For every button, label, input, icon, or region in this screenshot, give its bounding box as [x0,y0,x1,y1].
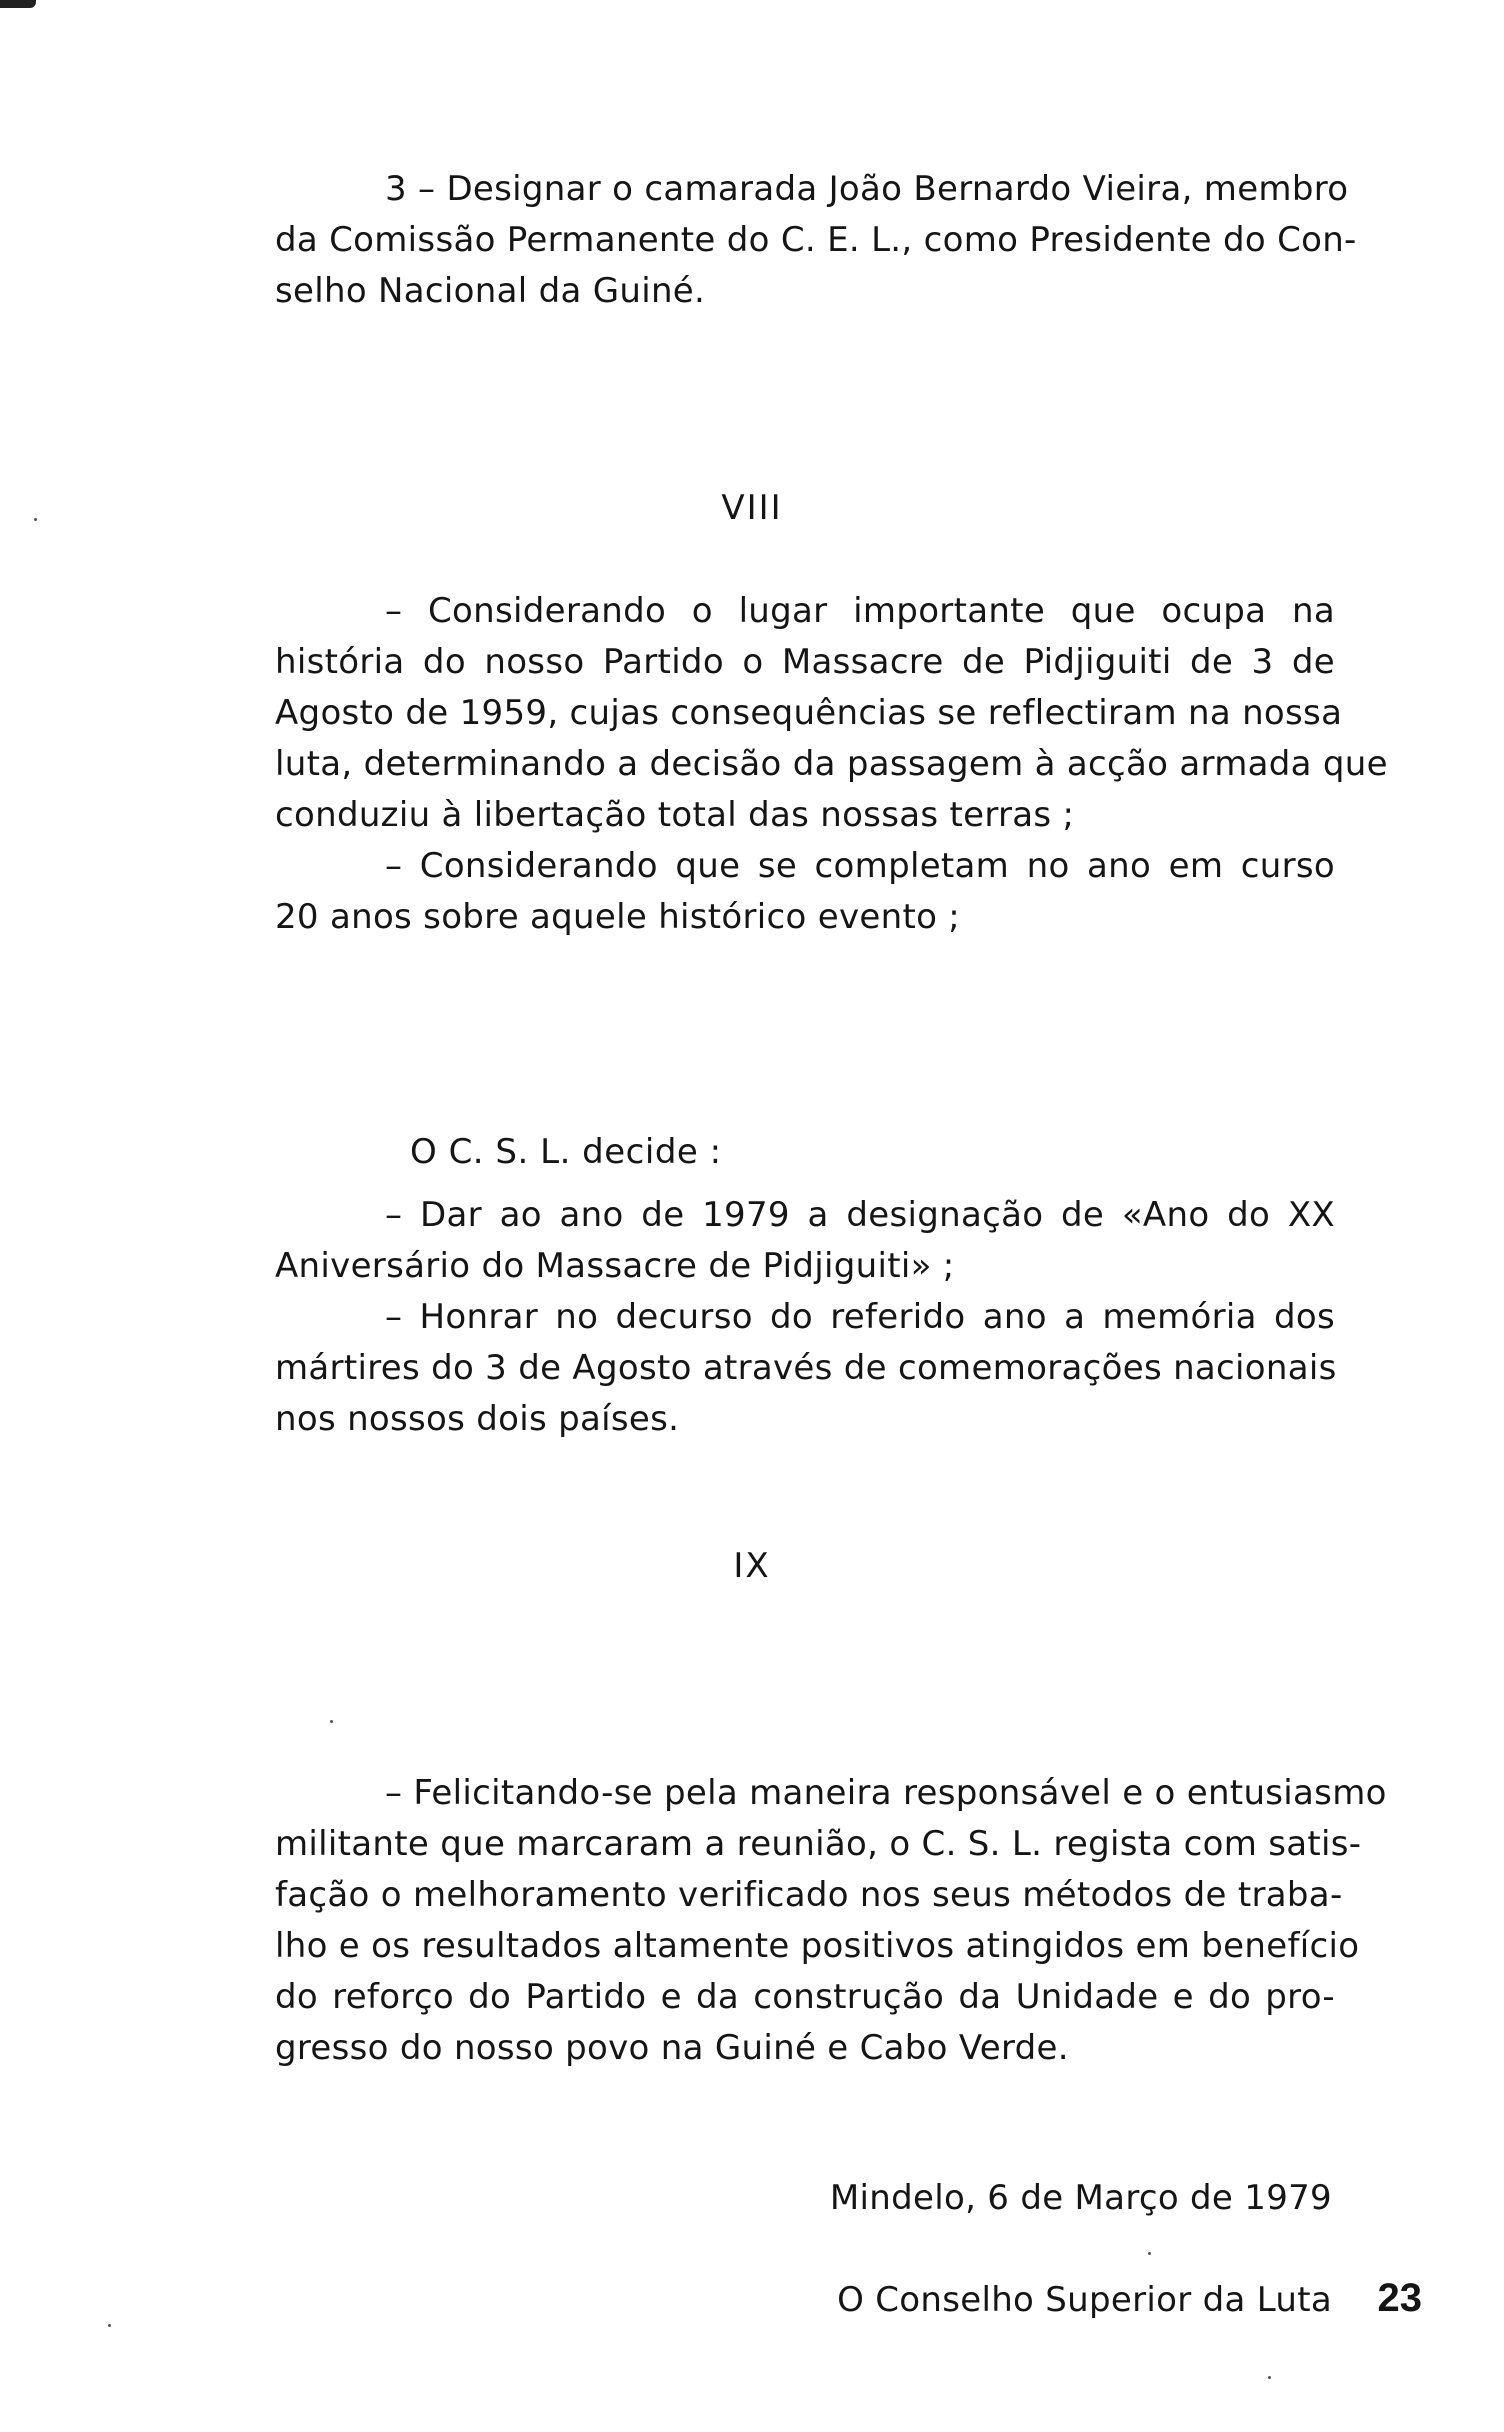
viii-line-1: – Considerando o lugar importante que ocupa na [385,591,1335,631]
ix-line-4: lho e os resultados altamente positivos atingidos em benefício [275,1926,1360,1966]
signatory: O Conselho Superior da Luta [837,2280,1332,2320]
decision-line-3: – Honrar no decurso do referido ano a memória dos [385,1297,1335,1337]
scan-speck [330,1720,333,1723]
decision-line-5: nos nossos dois países. [275,1399,680,1439]
viii-considerations [275,586,1388,943]
ix-line-1: – Felicitando-se pela maneira responsável e o entusiasmo [385,1773,1387,1813]
scan-speck [1148,2252,1151,2255]
viii-line-2: história do nosso Partido o Massacre de Pidjiguiti de 3 de [275,642,1335,682]
decision-line-4: mártires do 3 de Agosto através de comemorações nacionais [275,1348,1337,1388]
item-3-line-2: da Comissão Permanente do C. E. L., como Presidente do Con- [275,220,1357,260]
scan-speck [34,518,37,521]
ix-line-2: militante que marcaram a reunião, o C. S. L. regista com satis- [275,1824,1362,1864]
scan-speck [1268,2376,1271,2379]
ix-paragraph [275,1768,1387,2074]
scan-corner-mark [0,0,36,8]
viii-line-7: 20 anos sobre aquele histórico evento ; [275,897,961,937]
ix-line-6: gresso do nosso povo na Guiné e Cabo Verde. [275,2028,1069,2068]
item-3-line-3: selho Nacional da Guiné. [275,271,706,311]
viii-line-5: conduziu à libertação total das nossas terras ; [275,795,1075,835]
page-number: 23 [1377,2276,1422,2320]
item-3-line-1: 3 – Designar o camarada João Bernardo Vieira, membro [385,169,1349,209]
viii-line-4: luta, determinando a decisão da passagem à acção armada que [275,744,1388,784]
place-date: Mindelo, 6 de Março de 1979 [829,2178,1332,2218]
section-heading-viii: VIII [721,488,783,528]
ix-line-5: do reforço do Partido e da construção da Unidade e do pro- [275,1977,1335,2017]
viii-line-3: Agosto de 1959, cujas consequências se reflectiram na nossa [275,693,1343,733]
item-3-paragraph [275,164,1357,317]
decision-intro: O C. S. L. decide : [410,1132,722,1172]
scan-speck [108,2324,111,2327]
ix-line-3: fação o melhoramento verificado nos seus métodos de traba- [275,1875,1343,1915]
viii-line-6: – Considerando que se completam no ano em curso [385,846,1335,886]
section-heading-ix: IX [733,1546,771,1586]
decision-line-2: Aniversário do Massacre de Pidjiguiti» ; [275,1246,955,1286]
viii-decisions [275,1190,1335,1445]
decision-line-1: – Dar ao ano de 1979 a designação de «Ano do XX [385,1195,1335,1235]
